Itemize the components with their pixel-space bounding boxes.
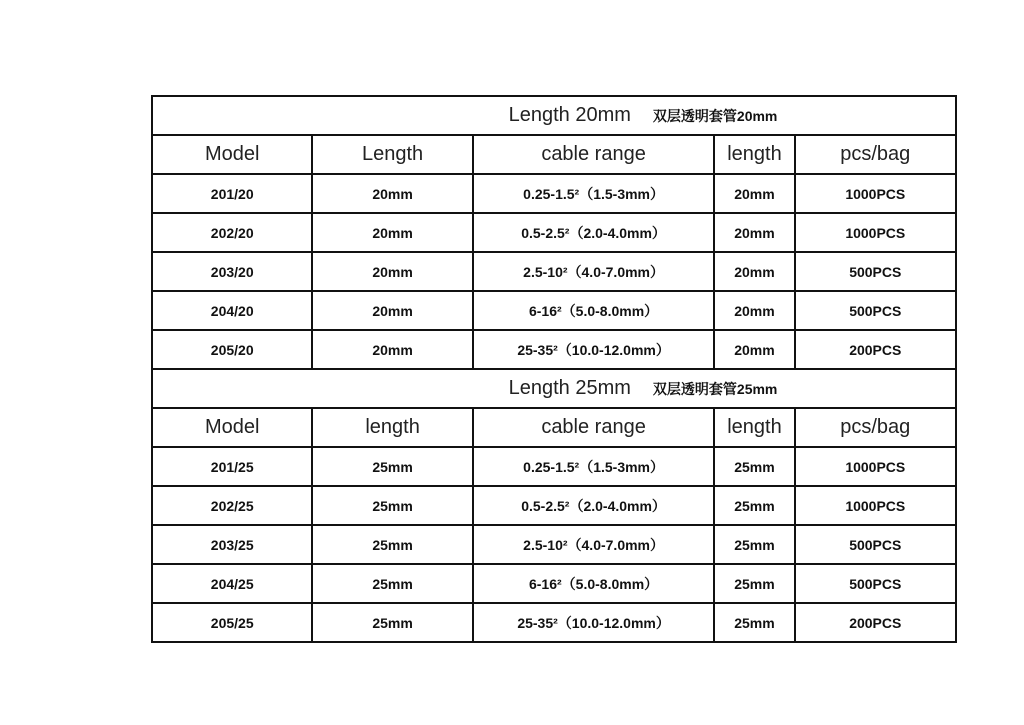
cell-length-2: 25mm	[714, 525, 794, 564]
cell-length: 25mm	[312, 447, 472, 486]
cell-length: 20mm	[312, 252, 472, 291]
header-model: Model	[152, 135, 312, 174]
header-length-2: length	[714, 135, 794, 174]
cell-length-2: 20mm	[714, 252, 794, 291]
section-title-cn: 双层透明套管20mm	[652, 108, 778, 124]
cell-length-2: 20mm	[714, 330, 794, 369]
cell-length-2: 25mm	[714, 447, 794, 486]
cell-pcs-bag: 500PCS	[795, 525, 956, 564]
table-row	[152, 447, 956, 486]
cell-pcs-bag: 200PCS	[795, 330, 956, 369]
cell-cable-range: 0.25-1.5²（1.5-3mm）	[473, 447, 715, 486]
cell-length: 25mm	[312, 525, 472, 564]
cell-model: 203/20	[152, 252, 312, 291]
section-title-cn: 双层透明套管25mm	[652, 381, 778, 397]
header-cable-range: cable range	[473, 408, 715, 447]
cell-cable-range: 6-16²（5.0-8.0mm）	[473, 564, 715, 603]
header-length: length	[312, 408, 472, 447]
cell-length: 25mm	[312, 564, 472, 603]
cell-pcs-bag: 200PCS	[795, 603, 956, 642]
table-row	[152, 252, 956, 291]
cell-model: 201/20	[152, 174, 312, 213]
cell-length-2: 20mm	[714, 174, 794, 213]
cell-length-2: 20mm	[714, 213, 794, 252]
table-row	[152, 603, 956, 642]
cell-model: 203/25	[152, 525, 312, 564]
cell-model: 205/25	[152, 603, 312, 642]
cell-model: 204/25	[152, 564, 312, 603]
column-header-row	[152, 408, 956, 447]
header-length: Length	[312, 135, 472, 174]
cell-cable-range: 0.5-2.5²（2.0-4.0mm）	[473, 213, 715, 252]
cell-length: 25mm	[312, 603, 472, 642]
section-title-en: Length 20mm	[508, 104, 631, 126]
table-row	[152, 213, 956, 252]
header-pcs-bag: pcs/bag	[795, 408, 956, 447]
cell-length: 25mm	[312, 486, 472, 525]
cell-pcs-bag: 1000PCS	[795, 174, 956, 213]
cell-pcs-bag: 500PCS	[795, 252, 956, 291]
cell-model: 201/25	[152, 447, 312, 486]
cell-cable-range: 2.5-10²（4.0-7.0mm）	[473, 252, 715, 291]
header-model: Model	[152, 408, 312, 447]
cell-cable-range: 6-16²（5.0-8.0mm）	[473, 291, 715, 330]
cell-length-2: 25mm	[714, 564, 794, 603]
cell-length: 20mm	[312, 213, 472, 252]
section-title-row	[152, 96, 956, 135]
section-title-row	[152, 369, 956, 408]
cell-cable-range: 0.25-1.5²（1.5-3mm）	[473, 174, 715, 213]
cell-cable-range: 25-35²（10.0-12.0mm）	[473, 330, 715, 369]
cell-model: 202/20	[152, 213, 312, 252]
cell-pcs-bag: 1000PCS	[795, 486, 956, 525]
table-row	[152, 525, 956, 564]
cell-length-2: 25mm	[714, 486, 794, 525]
cell-cable-range: 2.5-10²（4.0-7.0mm）	[473, 525, 715, 564]
section-title	[152, 96, 956, 135]
cell-pcs-bag: 500PCS	[795, 564, 956, 603]
cell-model: 202/25	[152, 486, 312, 525]
cell-length-2: 25mm	[714, 603, 794, 642]
header-pcs-bag: pcs/bag	[795, 135, 956, 174]
cell-cable-range: 0.5-2.5²（2.0-4.0mm）	[473, 486, 715, 525]
cell-length-2: 20mm	[714, 291, 794, 330]
table-row	[152, 330, 956, 369]
table-row	[152, 564, 956, 603]
cell-pcs-bag: 1000PCS	[795, 213, 956, 252]
cell-length: 20mm	[312, 174, 472, 213]
table-row	[152, 291, 956, 330]
cell-pcs-bag: 500PCS	[795, 291, 956, 330]
cell-model: 205/20	[152, 330, 312, 369]
section-title-en: Length 25mm	[508, 377, 631, 399]
cell-length: 20mm	[312, 291, 472, 330]
cell-cable-range: 25-35²（10.0-12.0mm）	[473, 603, 715, 642]
table-row	[152, 174, 956, 213]
cell-model: 204/20	[152, 291, 312, 330]
table-row	[152, 486, 956, 525]
spec-table	[151, 95, 957, 643]
column-header-row	[152, 135, 956, 174]
cell-length: 20mm	[312, 330, 472, 369]
cell-pcs-bag: 1000PCS	[795, 447, 956, 486]
header-cable-range: cable range	[473, 135, 715, 174]
section-title	[152, 369, 956, 408]
header-length-2: length	[714, 408, 794, 447]
